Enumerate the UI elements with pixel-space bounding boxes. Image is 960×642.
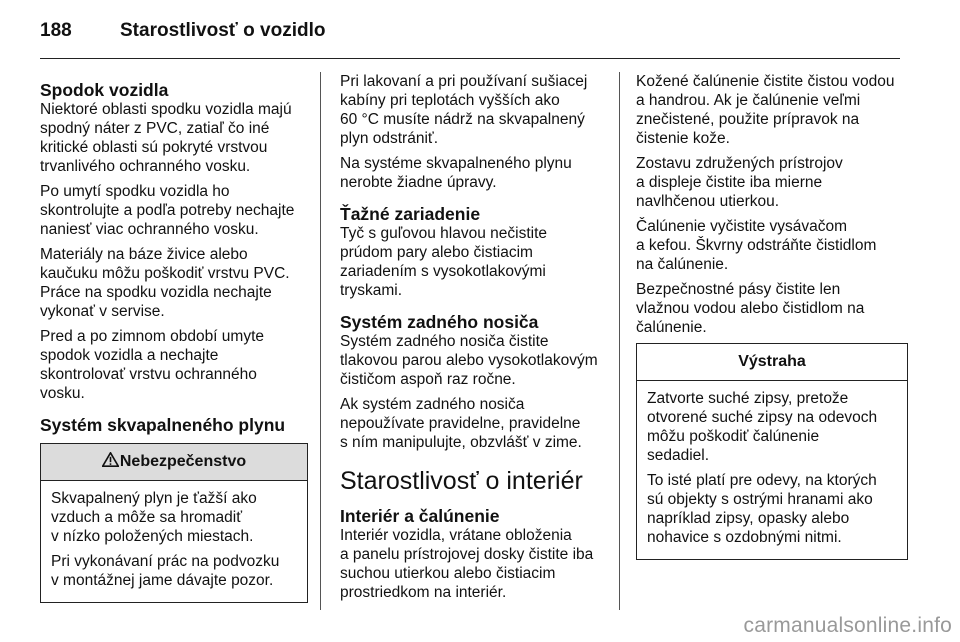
heading-interior-care: Starostlivosť o interiér [340,467,583,495]
page-title: Starostlivosť o vozidlo [120,20,326,41]
heading-underbody: Spodok vozidla [40,80,169,100]
warning-box-body [637,381,907,559]
page-header [40,20,325,42]
paragraph: Pred a po zimnom období umyte spodok vozidla a nechajte skontrolovať vrstvu ochranného vosku. [40,328,265,402]
danger-box [40,443,308,603]
paragraph: Na systéme skvapalneného plynu nerobte žiadne úpravy. [340,155,572,191]
paragraph: Niektoré oblasti spodku vozidla majú spodný náter z PVC, zatiaľ čo iné kritické oblasti sú pokryté vrstvou trvanlivého ochranného vosku. [40,101,292,175]
danger-box-header [41,444,307,481]
column-2 [340,72,608,608]
danger-box-title: Nebezpečenstvo [119,453,247,470]
paragraph: Zatvorte suché zipsy, pretože otvorené suché zipsy na odevoch môžu poškodiť čalúnenie sedadiel. [647,390,878,464]
paragraph: Interiér vozidla, vrátane obloženia a panelu prístrojovej dosky čistite iba suchou utierkou alebo čistiacim prostriedkom na interiér. [340,527,594,601]
paragraph: Bezpečnostné pásy čistite len vlažnou vodou alebo čistidlom na čalúnenie. [636,281,865,336]
paragraph: Kožené čalúnenie čistite čistou vodou a handrou. Ak je čalúnenie veľmi znečistené, použite prípravok na čistenie kože. [636,73,895,147]
column-divider-2 [619,72,620,610]
paragraph: Čalúnenie vyčistite vysávačom a kefou. Škvrny odstráňte čistidlom na čalúnenie. [636,218,877,273]
header-divider [40,58,900,59]
heading-lpg-system: Systém skvapalneného plynu [40,415,286,435]
paragraph: To isté platí pre odevy, na ktorých sú objekty s ostrými hranami ako napríklad zipsy, opasky alebo nohavice s ozdobnými nitmi. [647,472,877,546]
warning-box-title: Výstraha [637,344,907,381]
paragraph: Skvapalnený plyn je ťažší ako vzduch a môže sa hromadiť v nízko položených miestach. [51,490,257,545]
paragraph: Po umytí spodku vozidla ho skontrolujte a podľa potreby nechajte naniesť viac ochranného vosku. [40,183,295,238]
paragraph: Pri vykonávaní prác na podvozku v montážnej jame dávajte pozor. [51,553,280,589]
warning-box [636,343,908,560]
heading-rear-carrier: Systém zadného nosiča [340,312,539,332]
column-1 [40,80,308,603]
column-3 [636,72,908,560]
paragraph: Pri lakovaní a pri používaní sušiacej kabíny pri teplotách vyšších ako 60 °C musíte nádrž na skvapalnený plyn odstrániť. [340,73,588,147]
paragraph: Materiály na báze živice alebo kaučuku môžu poškodiť vrstvu PVC. Práce na spodku vozidla nechajte vykonať v servise. [40,246,290,320]
paragraph: Zostavu združených prístrojov a displeje čistite iba mierne navlhčenou utierkou. [636,155,843,210]
watermark: carmanualsonline.info [743,614,952,637]
page-number: 188 [40,20,72,41]
paragraph: Tyč s guľovou hlavou nečistite prúdom pary alebo čistiacim zariadením s vysokotlakovými tryskami. [340,225,547,299]
paragraph: Ak systém zadného nosiča nepoužívate pravidelne, pravidelne s ním manipulujte, obzvlášť v zime. [340,396,582,451]
danger-box-body [41,481,307,602]
warning-triangle-icon [102,452,119,467]
column-divider-1 [320,72,321,610]
heading-towing-device: Ťažné zariadenie [340,204,481,224]
heading-interior-upholstery: Interiér a čalúnenie [340,506,500,526]
paragraph: Systém zadného nosiča čistite tlakovou parou alebo vysokotlakovým čističom aspoň raz ročne. [340,333,598,388]
